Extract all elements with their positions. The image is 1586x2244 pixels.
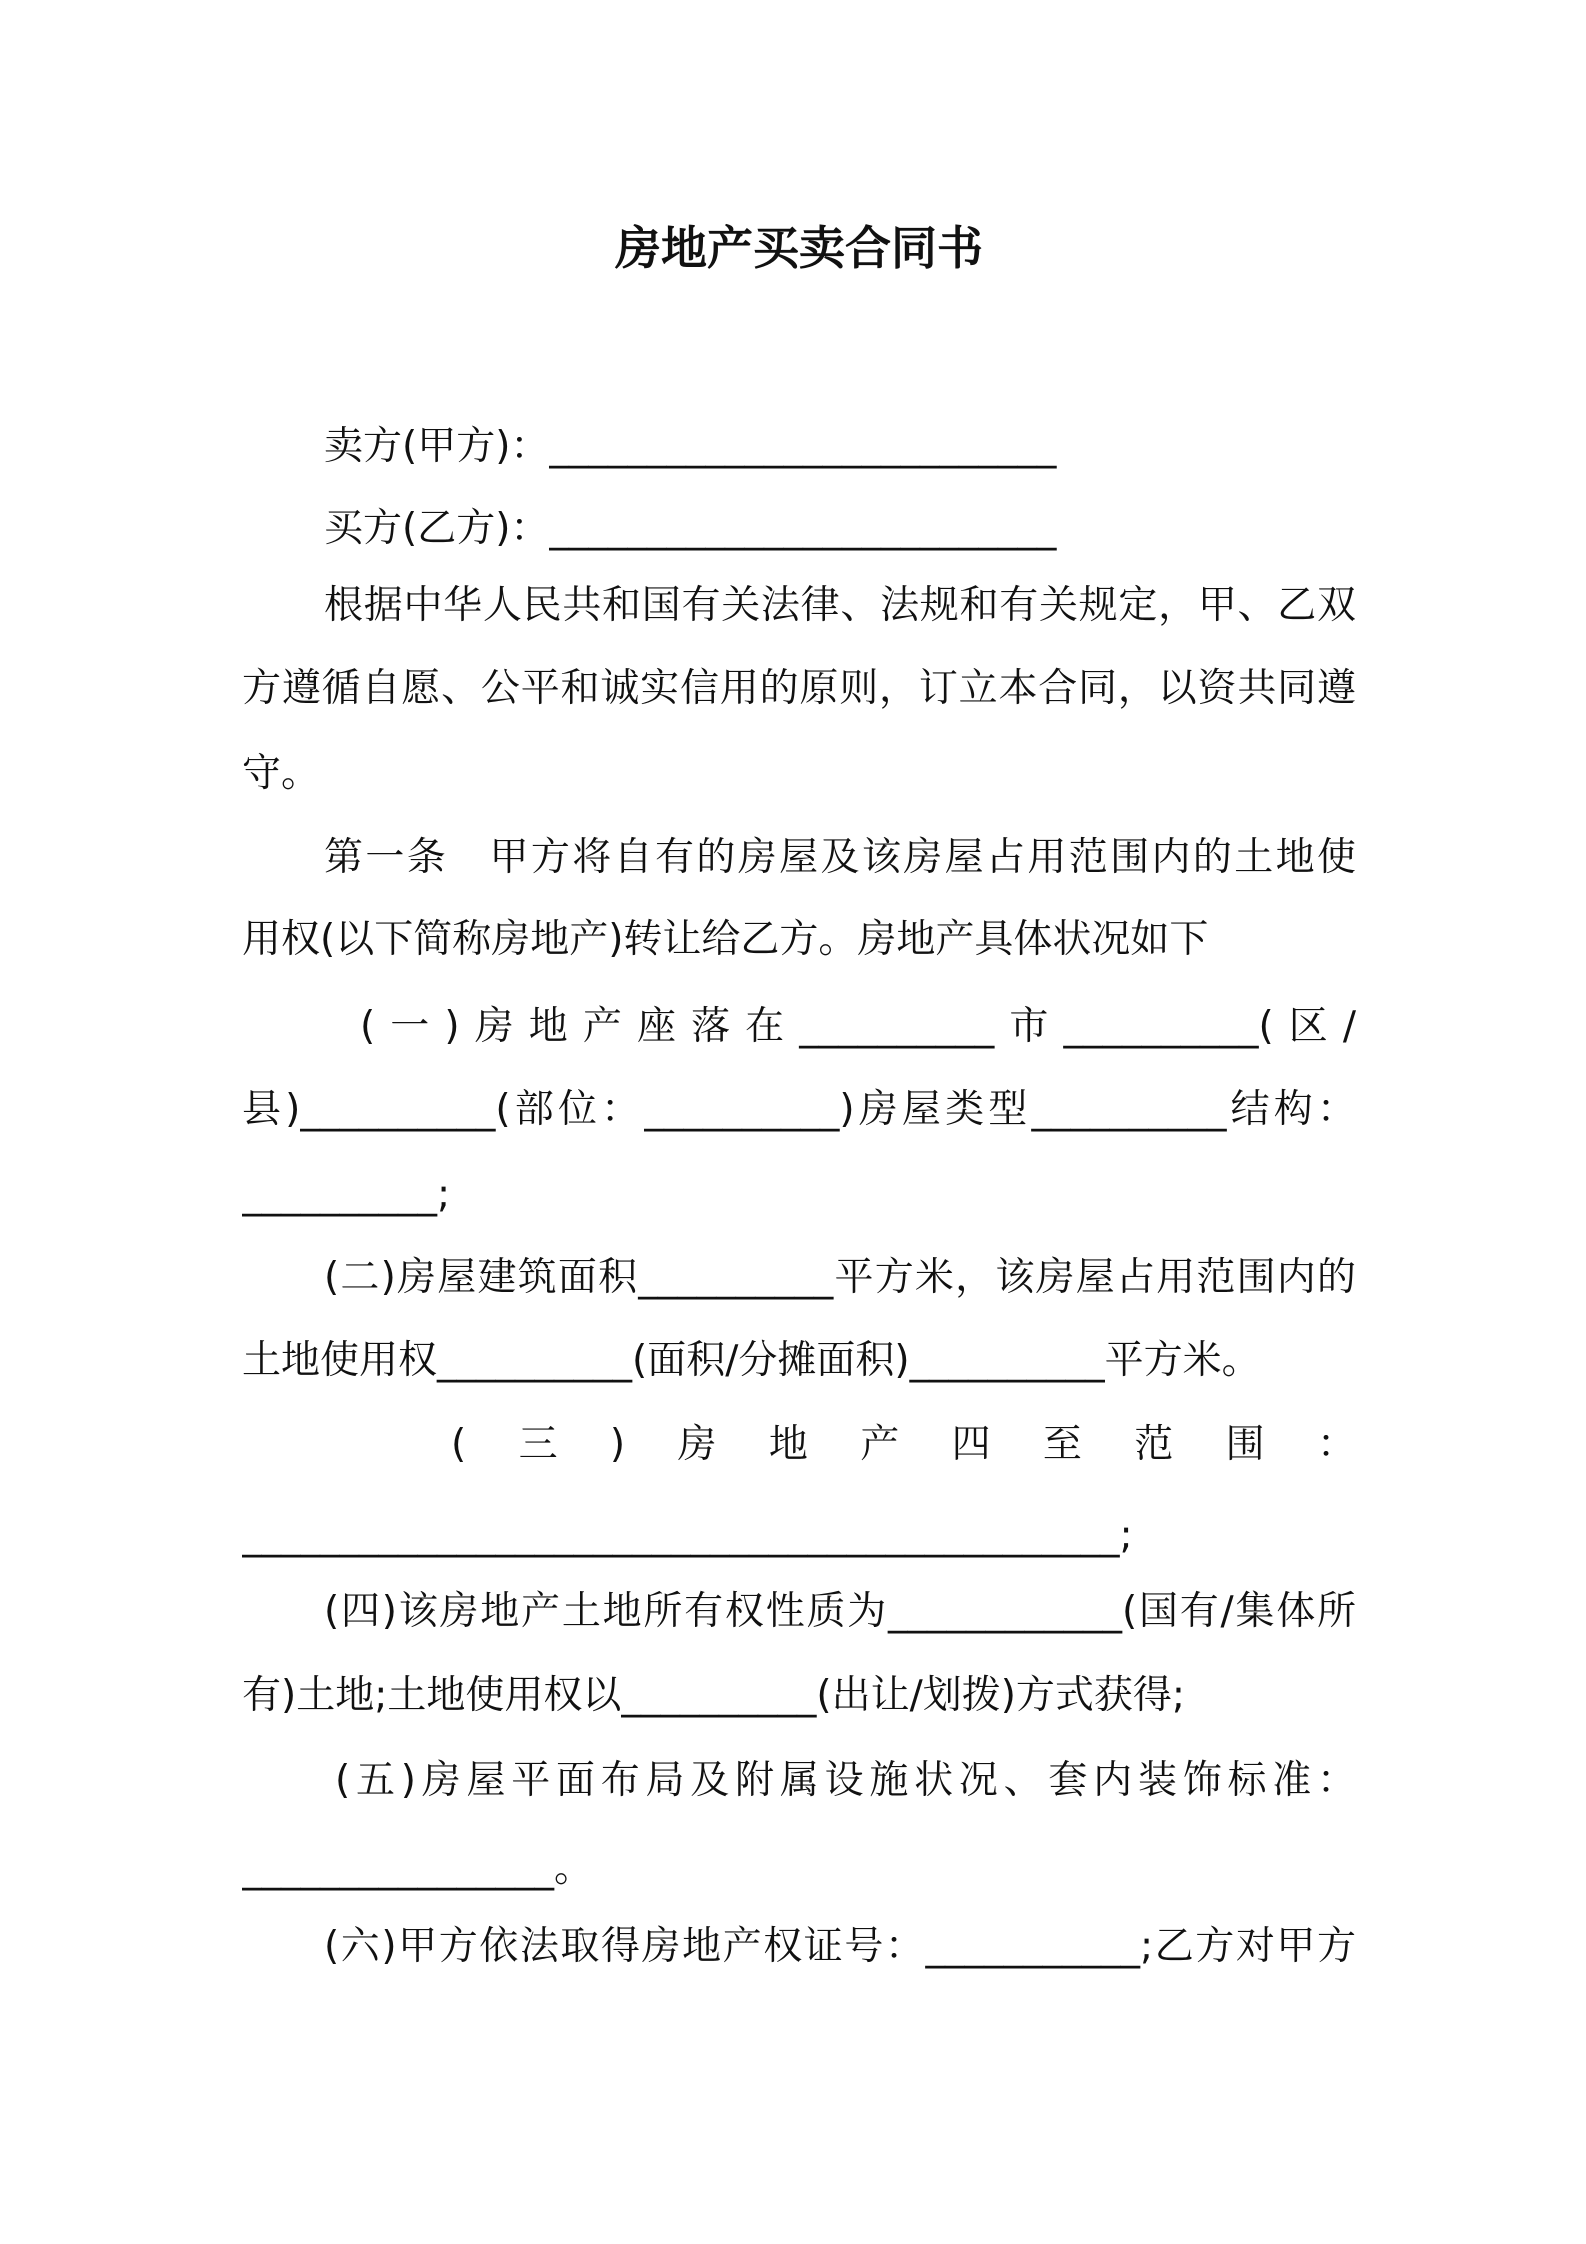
clause-5-line: ________________。 (242, 1846, 594, 1891)
contract-title: 房地产买卖合同书 (615, 221, 983, 275)
clause-1-line: __________; (242, 1172, 451, 1217)
clause-6-line: (六)甲方依法取得房地产权证号：___________;乙方对甲方 (324, 1924, 1356, 1969)
preamble-line: 根据中华人民共和国有关法律、法规和有关规定，甲、乙双 (324, 583, 1356, 628)
seller-line: 卖方(甲方)：__________________________ (324, 424, 1057, 469)
clause-2-line: (二)房屋建筑面积__________平方米，该房屋占用范围内的 (324, 1255, 1356, 1300)
article-1-line: 第一条 甲方将自有的房屋及该房屋占用范围内的土地使 (324, 835, 1356, 880)
clause-2-line: 土地使用权__________(面积/分摊面积)__________平方米。 (242, 1338, 1261, 1383)
clause-4-line: 有)土地;土地使用权以__________(出让/划拨)方式获得; (242, 1673, 1186, 1718)
clause-4-line: (四)该房地产土地所有权性质为____________(国有/集体所 (324, 1589, 1356, 1634)
clause-5-line: (五)房屋平面布局及附属设施状况、套内装饰标准： (335, 1758, 1356, 1803)
clause-1-line: 县)__________(部位：__________)房屋类型__________结构： (242, 1087, 1356, 1132)
buyer-line: 买方(乙方)：__________________________ (324, 506, 1057, 551)
clause-1-line: (一)房地产座落在__________市__________(区/ (360, 1004, 1356, 1049)
clause-3-line: _____________________________________________; (242, 1513, 1133, 1558)
preamble-line: 方遵循自愿、公平和诚实信用的原则，订立本合同，以资共同遵 (242, 666, 1356, 711)
preamble-line: 守。 (242, 751, 321, 796)
article-1-line: 用权(以下简称房地产)转让给乙方。房地产具体状况如下 (242, 917, 1209, 962)
clause-3-line: (三)房地产四至范围： (451, 1422, 1356, 1467)
